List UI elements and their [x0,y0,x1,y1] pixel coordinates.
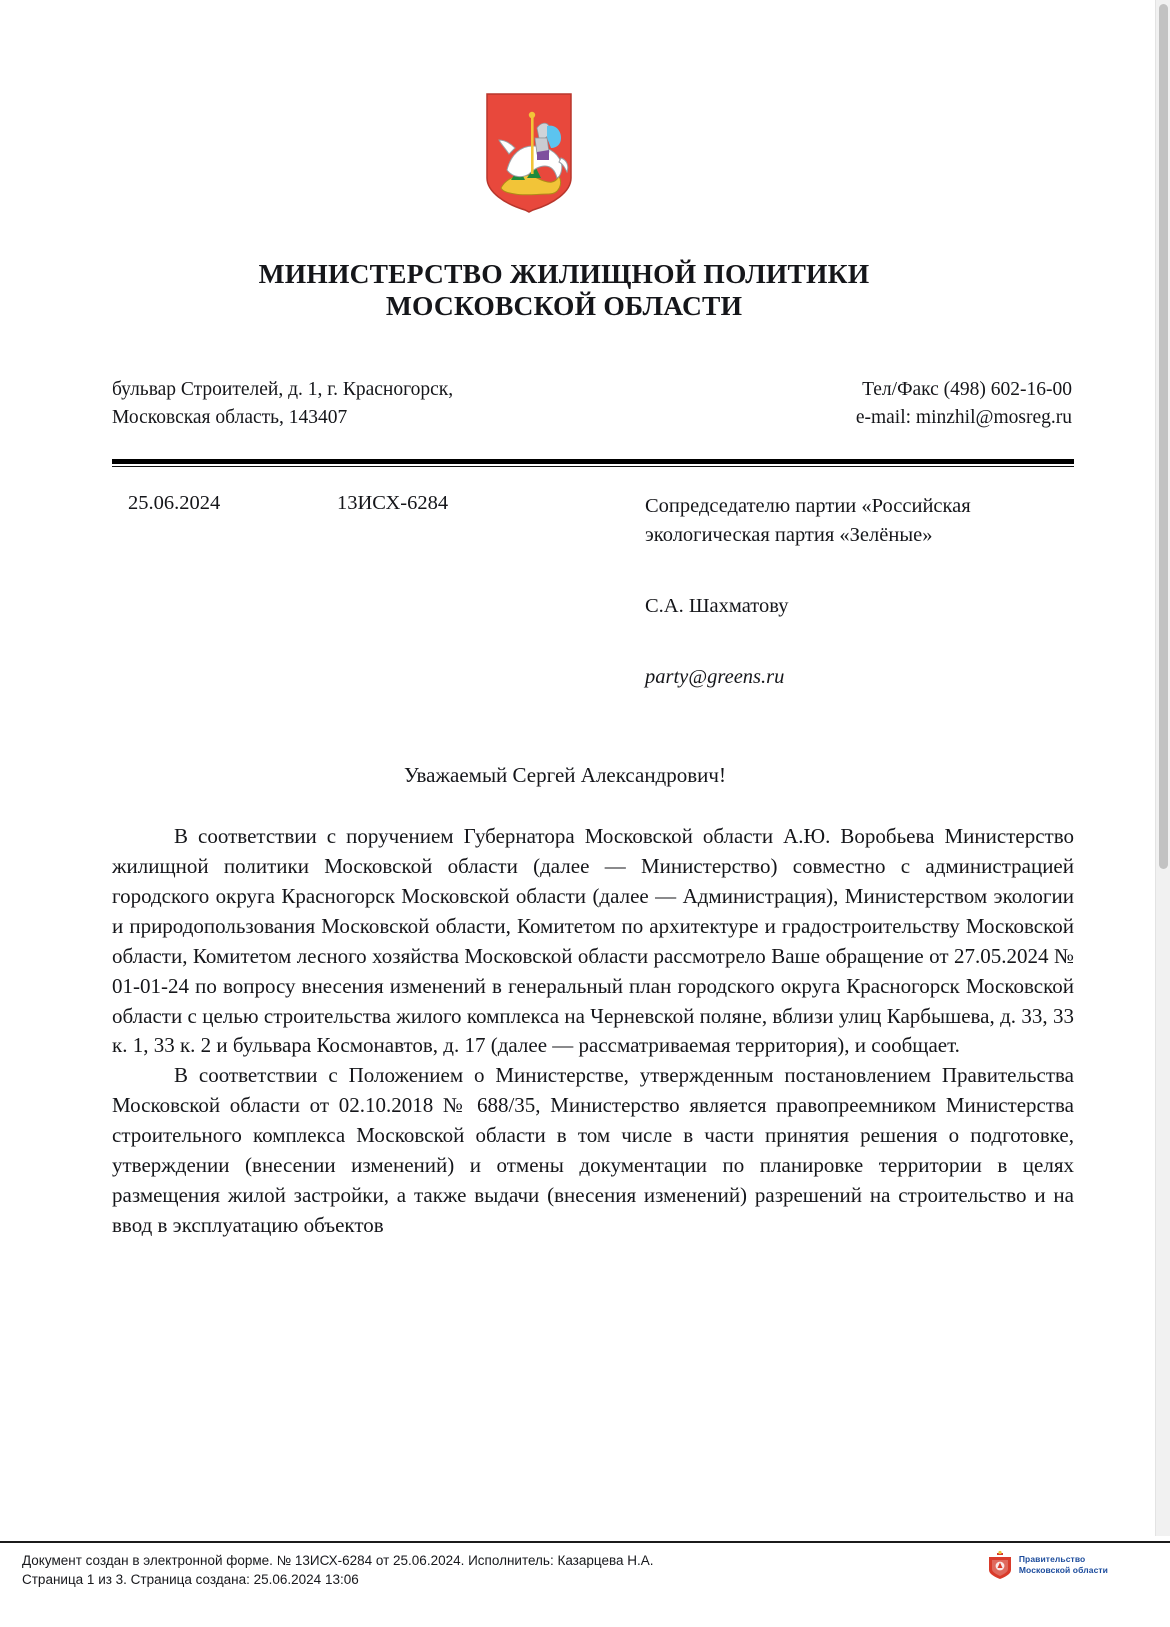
addressee-person: С.А. Шахматову [645,595,789,618]
emblem-container [0,92,1058,221]
address-line-2: Московская область, 143407 [112,406,348,428]
email-address: e-mail: minzhil@mosreg.ru [855,406,1072,428]
government-logo-line-2: Московской области [1018,1565,1108,1575]
phone-fax: Тел/Факс (498) 602-16-00 [862,379,1072,400]
government-logo-text [1019,1554,1108,1575]
document-footer [0,1541,1170,1627]
footer-line-2: Страница 1 из 3. Страница создана: 25.06.2024 13:06 [22,1572,359,1588]
contact-details [659,376,1072,431]
vertical-scrollbar[interactable] [1155,0,1170,1536]
address-line-1: бульвар Строителей, д. 1, г. Красногорск, [112,379,454,400]
header-divider [112,459,1074,467]
org-title-line-1: МИНИСТЕРСТВО ЖИЛИЩНОЙ ПОЛИТИКИ [258,258,870,289]
addressee-block [645,492,1075,692]
government-emblem-icon [987,1550,1013,1580]
government-logo-line-1: Правительство [1018,1554,1086,1565]
letter-body [112,822,1074,1241]
contact-block [112,376,1072,431]
document-number: 13ИСХ-6284 [337,492,449,514]
scrollbar-thumb[interactable] [1159,4,1168,869]
addressee-email: party@greens.ru [645,666,785,689]
divider-thin-rule [112,466,1074,467]
salutation: Уважаемый Сергей Александрович! [404,763,726,787]
body-paragraph-1: В соответствии с поручением Губернатора Московской области А.Ю. Воробьева Министерство жилищной политики Московской области (далее — Министерство) совместно с администрацией городского округа Красногорск Московской области (далее — Администрация), Министерством экологии и природопользования Московской области, Комитетом по архитектуре и градостроительству Московской области, Комитетом лесного хозяйства Московской области рассмотрело Ваше обращение от 27.05.2024 № 01-01-24 по вопросу внесения изменений в генеральный план городского округа Красногорск Московской области с целью строительства жилого комплекса на Черневской поляне, вблизи улиц Карбышева, д. 33, 33 к. 1, 33 к. 2 и бульвара Космонавтов, д. 17 (далее — рассматриваемая территория), и сообщает. [112,824,1074,1058]
document-date: 25.06.2024 [128,492,221,514]
footer-line-1: Документ создан в электронной форме. № 13ИСХ-6284 от 25.06.2024. Исполнитель: Казарцева Н.А. [22,1553,654,1568]
postal-address [112,376,640,431]
body-paragraph-2: В соответствии с Положением о Министерстве, утвержденным постановлением Правительства Московской области от 02.10.2018 № 688/35, Министерство является правопреемником Министерства строительного комплекса Московской области в том числе в части принятия решения о подготовке, утверждении (внесении изменений) и отмены документации по планировке территории в целях размещения жилой застройки, а также выдачи (внесения изменений) разрешений на строительство и на ввод в эксплуатацию объектов [112,1063,1074,1237]
footer-metadata [22,1551,654,1589]
organization-title [110,258,1018,322]
government-logo [987,1550,1108,1580]
divider-thick-rule [112,459,1074,464]
coat-of-arms-icon [481,92,577,216]
addressee-organization: Сопредседателю партии «Российская экологическая партия «Зелёные» [645,495,971,547]
org-title-line-2: МОСКОВСКОЙ ОБЛАСТИ [385,289,743,321]
